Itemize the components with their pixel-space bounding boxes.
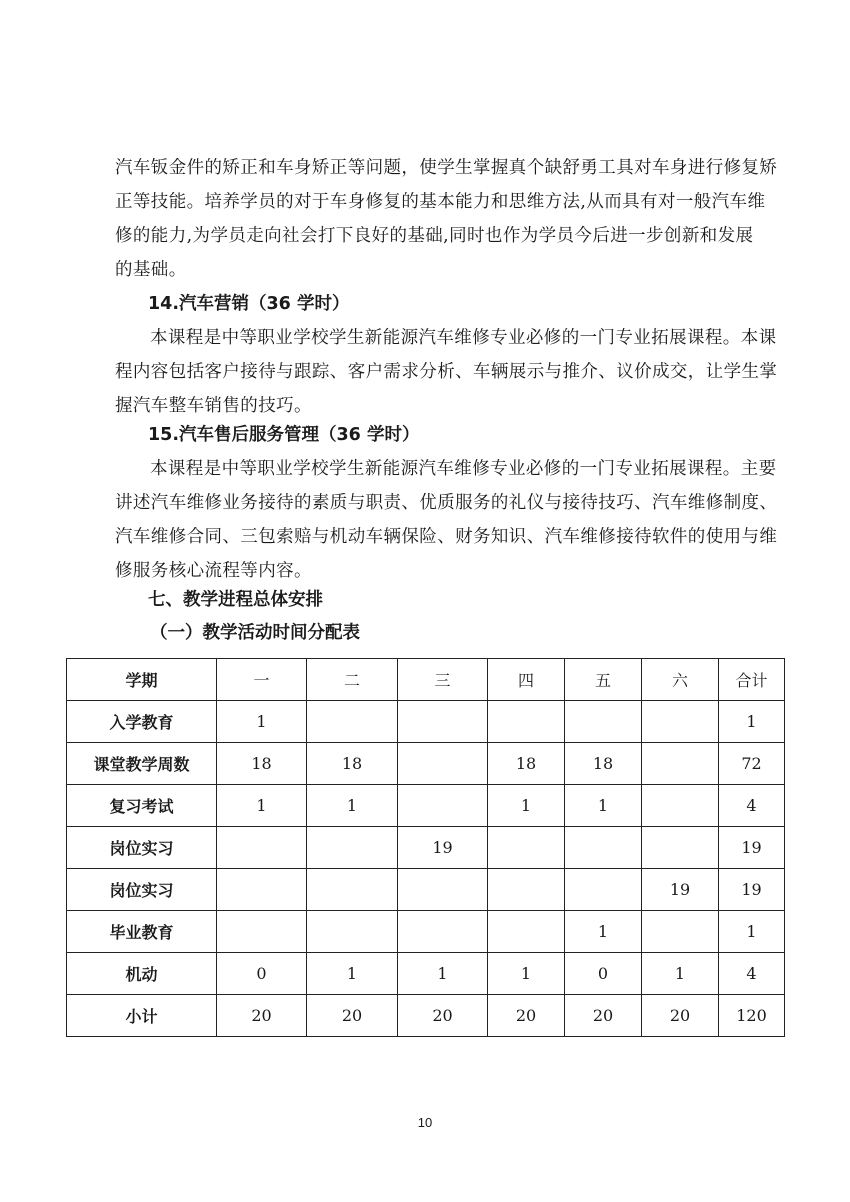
- table-cell: 120: [719, 995, 785, 1037]
- table-cell: [217, 911, 307, 953]
- table-cell: 19: [719, 827, 785, 869]
- table-cell: 0: [217, 953, 307, 995]
- table-cell: 1: [565, 911, 642, 953]
- table-cell: 4: [719, 785, 785, 827]
- table-header-row: [67, 659, 785, 701]
- table-row: [67, 785, 785, 827]
- row-label: 课堂教学周数: [67, 743, 217, 785]
- section-14-paragraph: [115, 321, 778, 423]
- table-cell: [398, 785, 488, 827]
- table-cell: [488, 911, 565, 953]
- paragraph-line: 本课程是中等职业学校学生新能源汽车维修专业必修的一门专业拓展课程。本课: [150, 328, 777, 348]
- table-cell: [565, 869, 642, 911]
- table-cell: 1: [217, 785, 307, 827]
- table-cell: 1: [719, 911, 785, 953]
- table-cell: 1: [565, 785, 642, 827]
- table-cell: 0: [565, 953, 642, 995]
- column-header: 一: [217, 659, 307, 701]
- table-cell: 19: [642, 869, 719, 911]
- row-label: 岗位实习: [67, 827, 217, 869]
- table-cell: [307, 911, 398, 953]
- paragraph-line: 讲述汽车维修业务接待的素质与职责、优质服务的礼仪与接待技巧、汽车维修制度、: [115, 493, 778, 513]
- table-cell: 1: [642, 953, 719, 995]
- table-cell: 19: [719, 869, 785, 911]
- chapter-heading: 七、教学进程总体安排: [148, 590, 323, 610]
- table-cell: 1: [398, 953, 488, 995]
- paragraph-line: 修服务核心流程等内容。: [115, 561, 312, 581]
- row-label: 岗位实习: [67, 869, 217, 911]
- table-cell: [398, 743, 488, 785]
- paragraph-line: 程内容包括客户接待与跟踪、客户需求分析、车辆展示与推介、议价成交，让学生掌: [115, 362, 778, 382]
- paragraph-line: 握汽车整车销售的技巧。: [115, 396, 312, 416]
- paragraph-line: 汽车钣金件的矫正和车身矫正等问题，使学生掌握真个缺舒勇工具对车身进行修复矫: [115, 158, 778, 178]
- column-header: 四: [488, 659, 565, 701]
- table-row: [67, 995, 785, 1037]
- section-15-title: 15.汽车售后服务管理（36 学时）: [148, 425, 420, 445]
- table-cell: [217, 869, 307, 911]
- table-cell: 18: [565, 743, 642, 785]
- intro-paragraph: [115, 151, 778, 287]
- row-label: 机动: [67, 953, 217, 995]
- column-header: 学期: [67, 659, 217, 701]
- table-row: [67, 953, 785, 995]
- table-cell: [307, 827, 398, 869]
- table-cell: [398, 701, 488, 743]
- table-cell: [307, 701, 398, 743]
- column-header: 三: [398, 659, 488, 701]
- table-cell: 20: [398, 995, 488, 1037]
- section-15-paragraph: [115, 452, 778, 588]
- table-cell: [565, 701, 642, 743]
- table-cell: 19: [398, 827, 488, 869]
- page-number: 10: [417, 1115, 433, 1130]
- section-14-title: 14.汽车营销（36 学时）: [148, 294, 350, 314]
- table-cell: [488, 827, 565, 869]
- time-allocation-table: [66, 658, 785, 1037]
- table-cell: 1: [307, 953, 398, 995]
- column-header: 六: [642, 659, 719, 701]
- column-header: 五: [565, 659, 642, 701]
- table-row: [67, 743, 785, 785]
- table-cell: 72: [719, 743, 785, 785]
- paragraph-line: 正等技能。培养学员的对于车身修复的基本能力和思维方法,从而具有对一般汽车维: [115, 192, 766, 212]
- table-cell: 4: [719, 953, 785, 995]
- table-cell: 1: [307, 785, 398, 827]
- row-label: 入学教育: [67, 701, 217, 743]
- table-cell: 20: [565, 995, 642, 1037]
- table-cell: [488, 869, 565, 911]
- paragraph-line: 本课程是中等职业学校学生新能源汽车维修专业必修的一门专业拓展课程。主要: [150, 459, 777, 479]
- table-row: [67, 827, 785, 869]
- table-cell: [488, 701, 565, 743]
- row-label: 毕业教育: [67, 911, 217, 953]
- table-row: [67, 701, 785, 743]
- table-cell: [642, 827, 719, 869]
- table-row: [67, 869, 785, 911]
- paragraph-line: 修的能力,为学员走向社会打下良好的基础,同时也作为学员今后进一步创新和发展: [115, 226, 754, 246]
- table-cell: [217, 827, 307, 869]
- table-caption: （一）教学活动时间分配表: [150, 623, 360, 643]
- column-header: 合计: [719, 659, 785, 701]
- row-label: 小计: [67, 995, 217, 1037]
- paragraph-line: 的基础。: [115, 260, 187, 280]
- table-cell: 18: [307, 743, 398, 785]
- table-cell: 20: [488, 995, 565, 1037]
- table-cell: 20: [217, 995, 307, 1037]
- table-row: [67, 911, 785, 953]
- table-cell: 1: [719, 701, 785, 743]
- paragraph-line: 汽车维修合同、三包索赔与机动车辆保险、财务知识、汽车维修接待软件的使用与维: [115, 527, 778, 547]
- table-cell: [398, 869, 488, 911]
- table-cell: [642, 911, 719, 953]
- table-cell: [565, 827, 642, 869]
- table-cell: 18: [217, 743, 307, 785]
- column-header: 二: [307, 659, 398, 701]
- table-cell: [307, 869, 398, 911]
- table-cell: [642, 743, 719, 785]
- table-cell: [398, 911, 488, 953]
- table-cell: [642, 785, 719, 827]
- table-cell: [642, 701, 719, 743]
- table-cell: 1: [488, 953, 565, 995]
- table-cell: 1: [217, 701, 307, 743]
- table-cell: 20: [307, 995, 398, 1037]
- table-cell: 18: [488, 743, 565, 785]
- table-cell: 1: [488, 785, 565, 827]
- table-cell: 20: [642, 995, 719, 1037]
- row-label: 复习考试: [67, 785, 217, 827]
